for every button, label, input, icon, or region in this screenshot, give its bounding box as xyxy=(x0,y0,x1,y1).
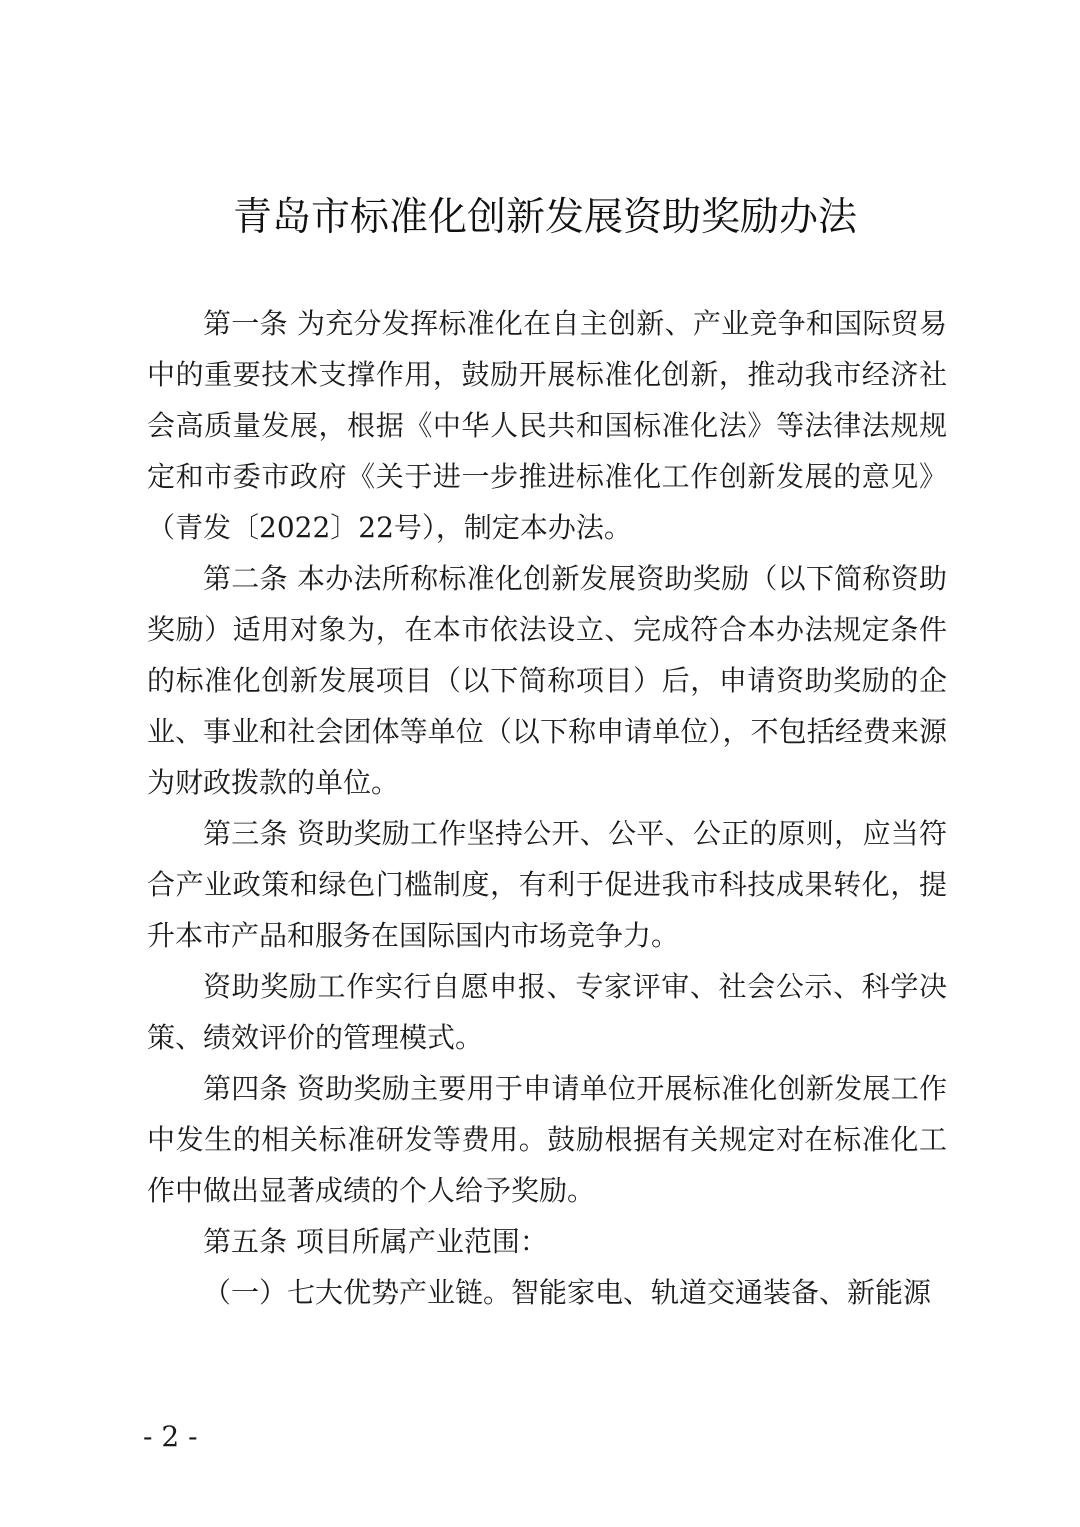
paragraph-article-4: 第四条 资助奖励主要用于申请单位开展标准化创新发展工作中发生的相关标准研发等费用。鼓励根据有关规定对在标准化工作中做出显著成绩的个人给予奖励。 xyxy=(147,1072,947,1207)
document-body xyxy=(147,298,947,1318)
paragraph-article-5-item-1: （一）七大优势产业链。智能家电、轨道交通装备、新能源 xyxy=(203,1276,932,1309)
paragraph-article-2: 第二条 本办法所称标准化创新发展资助奖励（以下简称资助奖励）适用对象为，在本市依法设立、完成符合本办法规定条件的标准化创新发展项目（以下简称项目）后，申请资助奖励的企业、事业和社会团体等单位（以下称申请单位），不包括经费来源为财政拨款的单位。 xyxy=(147,562,947,799)
page-number: - 2 - xyxy=(143,1420,198,1453)
paragraph-article-3-continued: 资助奖励工作实行自愿申报、专家评审、社会公示、科学决策、绩效评价的管理模式。 xyxy=(147,970,947,1054)
paragraph-article-5: 第五条 项目所属产业范围： xyxy=(203,1225,548,1258)
paragraph-article-3: 第三条 资助奖励工作坚持公开、公平、公正的原则，应当符合产业政策和绿色门槛制度，有利于促进我市科技成果转化，提升本市产品和服务在国际国内市场竞争力。 xyxy=(147,817,947,952)
document-title: 青岛市标准化创新发展资助奖励办法 xyxy=(232,195,857,240)
paragraph-article-1: 第一条 为充分发挥标准化在自主创新、产业竞争和国际贸易中的重要技术支撑作用，鼓励开展标准化创新，推动我市经济社会高质量发展，根据《中华人民共和国标准化法》等法律法规规定和市委市政府《关于进一步推进标准化工作创新发展的意见》（青发〔2022〕22号），制定本办法。 xyxy=(147,307,947,544)
